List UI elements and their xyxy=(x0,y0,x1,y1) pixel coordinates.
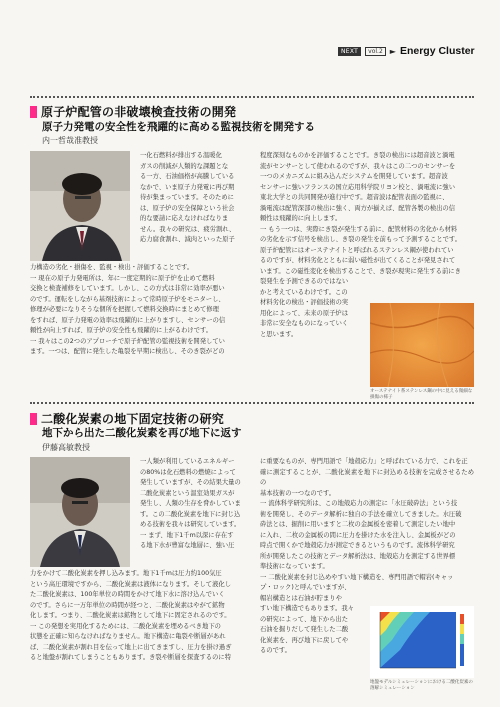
section2-author: 伊藤高敏教授 xyxy=(42,443,90,452)
section1-title: 原子炉配管の非破壊検査技術の開発 xyxy=(41,105,237,119)
section1-text-left: 力構造の劣化・損傷を、監視・検出・評価することです。 一 現在の原子力発電所は、年に一度定期的に原子炉を止めて燃料 交換と検査補修をしています。しかし、この方式は非常に効率が悪い のです。運転をしながら基剤技術によって常時原子炉をモニターし、 修理が必要になりそうな個所を把握して燃料交換時にまとめて修理 をすれば、原子力発電の効率は飛躍的に上がりますし、センサーの信 頼性が向上すれば、原子炉の安全性も飛躍的に上がるわけです。 一 我々はこの2つのアプローチで原子炉配管の監視技術を開発してい ます。一つは、配管に発生した亀裂を早期に検出し、そのき裂がどの xyxy=(30,264,226,355)
next-badge: NEXT xyxy=(338,47,361,56)
section1-text-beside-photo: 一化石燃料が排出する温暖化 ガスの削減が人類的な課題とな る一方、石油価格が高騰している なかで、いま原子力発電に再び期 待が集まっています。そのために は、原子炉の安全保障という社会 的な要請に応えなければなりま せん。我々の研究は、疲労割れ、 応力腐食割れ、減肉といった原子 xyxy=(140,152,236,243)
section2-text-left: 力をかけて二酸化炭素を押し込みます。地下1千mは圧力約100気圧 という高圧環境ですから、二酸化炭素は液体になります。そして液化し た二酸化炭素は、100年単位の時間をかけて地下水に溶け込んでいく のです。さらに一万年単位の時間が経つと、二酸化炭素はやがて鉱物 化します。つまり、二酸化炭素は鉱物として地下に固定されるのです。 一 この発想を実用化するためには、二酸化炭素を埋めるべき地下の 状態を正確に知らなければなりません。地下構造に亀裂や断層があれ ば、二酸化炭素が割れ目を伝って地上に出てきますし、圧力を掛け過ぎ ると地盤が割れてしまうこともあります。き裂や断層を探査するのに特 xyxy=(30,570,232,661)
section1-text-right: 程度深刻なものかを評価することです。き裂の検出には超音波と渦電 流がセンサーとして使われるのですが、我々はこの二つのセンサーを 一つのメカニズムに組み込んだシステムを開発しています。超音波 センサーに強いフランスの国立応用科学院リヨン校と、渦電流に強い 東北大学との共同開発が進行中です。超音波は配管表面の監視に、 渦電流は配管深部の検出に強く、両方が揃えば、配管各製の検出の信 頼性は飛躍的に向上します。 一 もう一つは、実際にき裂が発生する前に、配管材料の劣化から材料 の劣化を示す信号を検出し、き裂の発生を前もって予測することです。 原子炉配管にはオーステナイトと呼ばれるステンレス鋼が使われてい るのですが、材料劣化とともに弱い磁性が出てくることが発見されて います。この磁性変化を検出することで、き裂が現実に発生する前にき 裂発生を予測できるのではない かと考えているわけです。この 材料劣化の検出・評価技術の実 用化によって、未来の原子炉は 非常に安全なものになっていく と思います。 xyxy=(260,152,461,338)
section2-title: 二酸化炭素の地下固定技術の研究 xyxy=(41,412,225,426)
section2-caption: 地盤モデルシミュレーションにおける二酸化炭素の溶解シミュレーション xyxy=(370,680,473,691)
header-strip xyxy=(338,44,498,58)
arrow-right-icon: ► xyxy=(389,46,396,56)
section2-subtitle: 地下から出た二酸化炭素を再び地下に返す xyxy=(42,427,242,439)
section2-text-right: に重要なものが、専門用語で「地殻応力」と呼ばれている力で、これを正 確に測定することが、二酸化炭素を地下に封込める技術を完成させるための 基本技術の一つなのです。 一 流体科学研究所は、この地殻応力の測定に「水圧破砕法」という技 術を開発し、そのデータ解析に独自の手法を確立してきました。水圧破 砕法とは、掘削に用いますと二枚の金属板を密着して測定したい地中 に入れ、二枚の金属板の間に圧力を掛けた水を注入し、金属板がどの 時点で開くかで地殻応力が測定できるというものです。流体科学研究 所が開発したこの技術とデータ解析法は、地殻応力を測定する世界標 準技術になっています。 一 二酸化炭素を封じ込めやすい地下構造を、専門用語で帽岩(キャッ プ・ロック)と呼んでいますが、 帽岩構造とは石油が貯まりや すい地下構造でもあります。我々 の研究によって、地下から出た 石油を掘りだして発生した二酸 化炭素を、再び地下に戻してや るのです。 xyxy=(260,458,474,654)
section1-portrait xyxy=(30,151,130,261)
vol-badge: vol.2 xyxy=(365,47,386,56)
section1-subtitle: 原子力発電の安全性を飛躍的に高める監視技術を開発する xyxy=(42,121,315,133)
section1-title-bar xyxy=(30,103,236,120)
title-marker-icon xyxy=(30,413,37,425)
section1-top-rule xyxy=(30,96,474,98)
title-marker-icon xyxy=(30,106,37,118)
section2-text-beside-photo: 一人類が利用しているエネルギー の80%は化石燃料の燃焼によって 発生していますが、その結果大量の 二酸化炭素という温室効果ガスが 発生し、人類の生存を脅かしていま す。この二酸化炭素を地下に封じ込 める技術を我々は研究しています。 一 まず、地下1千m以深に存在す る地下水が豊富な地層に、強い圧 xyxy=(140,458,241,549)
section2-simulation-image xyxy=(370,606,474,678)
section2-portrait xyxy=(30,457,130,567)
section2-top-rule xyxy=(30,402,474,404)
section1-caption: オーステナイト系ステンレス鋼の中に見える微細な損傷の様子 xyxy=(370,389,473,400)
section1-author: 内一哲哉准教授 xyxy=(42,136,98,145)
cluster-title: Energy Cluster xyxy=(399,45,475,57)
section1-micrograph xyxy=(370,303,474,387)
